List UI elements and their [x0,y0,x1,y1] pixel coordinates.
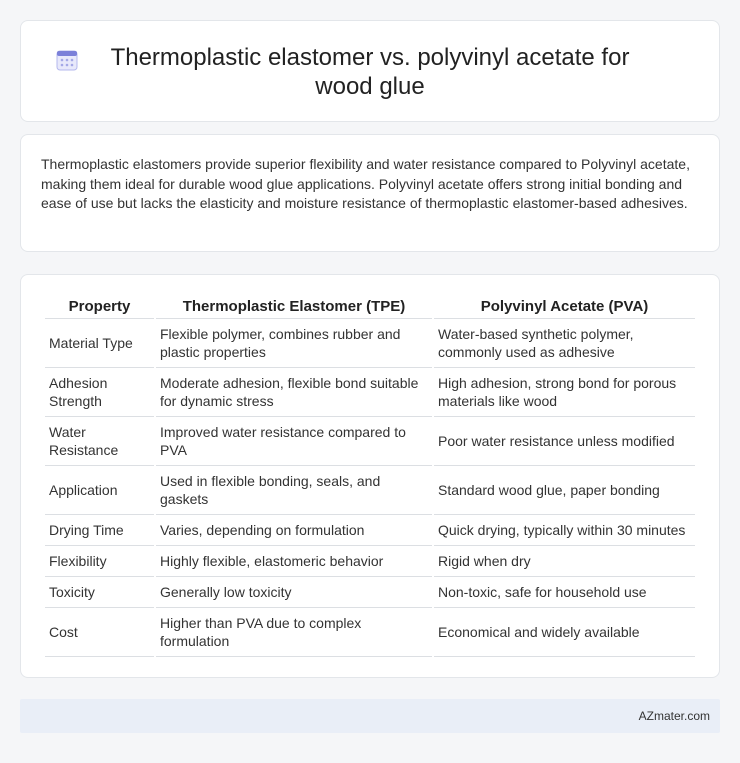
table-row [45,515,695,546]
cell-pva: Non-toxic, safe for household use [434,577,695,608]
table-row [45,319,695,368]
summary-card [20,134,720,252]
cell-property: Cost [45,608,154,657]
cell-tpe: Higher than PVA due to complex formulation [156,608,432,657]
cell-pva: Economical and widely available [434,608,695,657]
footer [20,699,720,733]
header-tpe: Thermoplastic Elastomer (TPE) [156,295,432,319]
comparison-table [43,295,697,657]
cell-property: Material Type [45,319,154,368]
summary-text: Thermoplastic elastomers provide superior flexibility and water resistance compared to Polyvinyl acetate, making them ideal for durable wood glue applications. Polyvinyl acetate offers strong initial bonding and ease of use but lacks the elasticity and moisture resistance of thermoplastic elastomer-based adhesives. [41,156,690,211]
cell-pva: Rigid when dry [434,546,695,577]
cell-property: Drying Time [45,515,154,546]
cell-tpe: Highly flexible, elastomeric behavior [156,546,432,577]
cell-tpe: Varies, depending on formulation [156,515,432,546]
table-row [45,417,695,466]
cell-tpe: Improved water resistance compared to PVA [156,417,432,466]
header-pva: Polyvinyl Acetate (PVA) [434,295,695,319]
cell-pva: Standard wood glue, paper bonding [434,466,695,515]
table-row [45,608,695,657]
cell-property: Flexibility [45,546,154,577]
page-title: Thermoplastic elastomer vs. polyvinyl acetate for wood glue [110,44,630,100]
table-row [45,466,695,515]
cell-property: Toxicity [45,577,154,608]
cell-pva: High adhesion, strong bond for porous materials like wood [434,368,695,417]
header-property: Property [45,295,154,319]
table-row [45,577,695,608]
title-card [20,20,720,122]
table-row [45,546,695,577]
cell-tpe: Used in flexible bonding, seals, and gaskets [156,466,432,515]
cell-property: Adhesion Strength [45,368,154,417]
comparison-table-card [20,274,720,678]
cell-tpe: Flexible polymer, combines rubber and plastic properties [156,319,432,368]
cell-pva: Poor water resistance unless modified [434,417,695,466]
cell-pva: Quick drying, typically within 30 minutes [434,515,695,546]
table-row [45,368,695,417]
cell-tpe: Generally low toxicity [156,577,432,608]
cell-property: Water Resistance [45,417,154,466]
table-header-row [45,295,695,319]
cell-property: Application [45,466,154,515]
cell-tpe: Moderate adhesion, flexible bond suitable for dynamic stress [156,368,432,417]
footer-brand[interactable]: AZmater.com [638,709,710,723]
cell-pva: Water-based synthetic polymer, commonly used as adhesive [434,319,695,368]
